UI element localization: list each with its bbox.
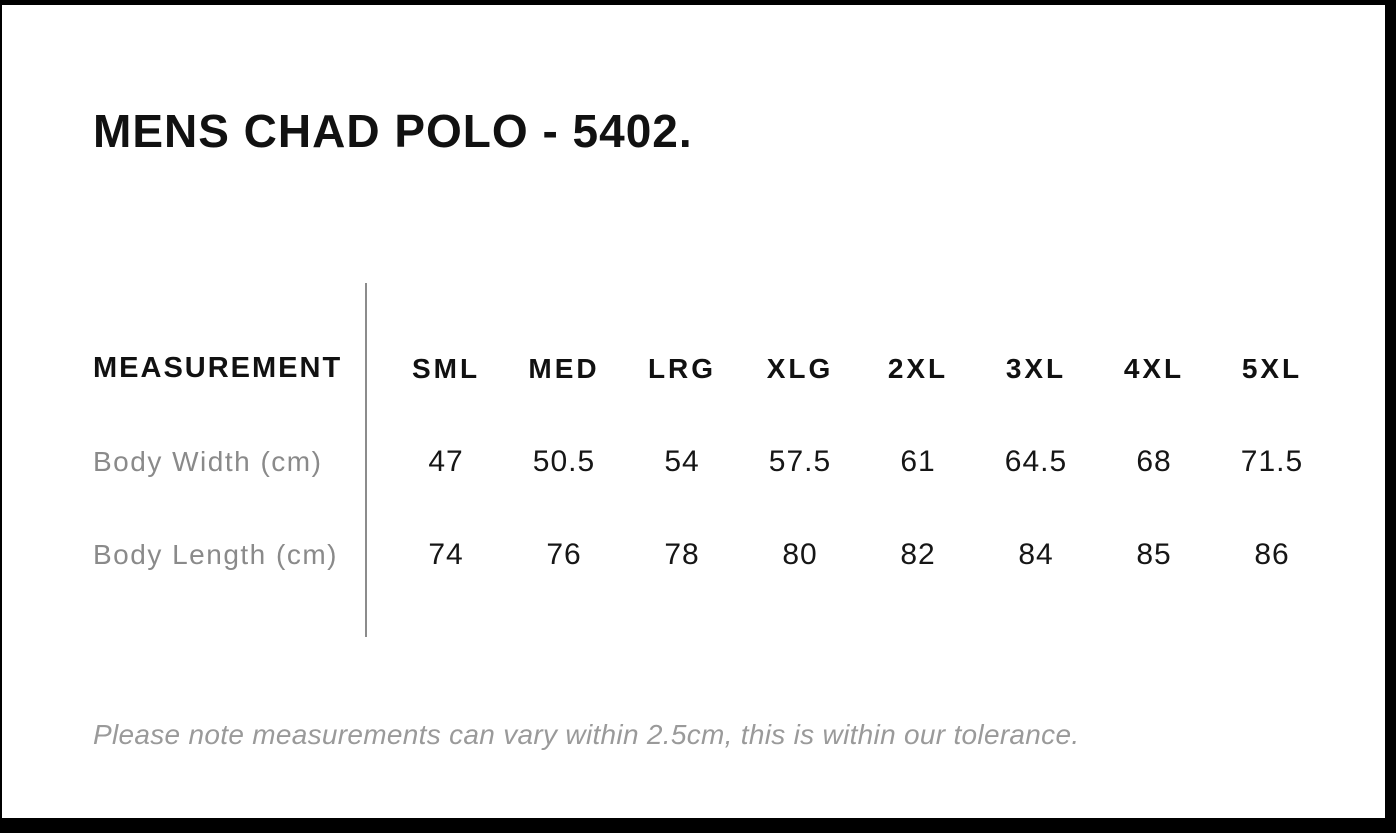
size-column-header-med: MED: [528, 352, 600, 384]
size-column-header-2xl: 2XL: [887, 352, 949, 384]
body-width-value-5xl: 71.5: [1240, 444, 1304, 478]
body-width-value-xlg: 57.5: [768, 444, 832, 478]
body-width-value-lrg: 54: [664, 444, 700, 478]
body-length-value-med: 76: [546, 537, 582, 571]
size-column-header-4xl: 4XL: [1123, 352, 1185, 384]
size-column-header-3xl: 3XL: [1005, 352, 1067, 384]
body-length-value-sml: 74: [428, 537, 464, 571]
page-title: MENS CHAD POLO - 5402.: [93, 105, 693, 157]
tolerance-note: Please note measurements can vary within 2.5cm, this is within our tolerance.: [93, 719, 1080, 750]
size-column-header-xlg: XLG: [766, 352, 834, 384]
measurement-column-header: MEASUREMENT: [93, 352, 343, 384]
size-chart-table: [93, 322, 1331, 601]
body-length-value-3xl: 84: [1018, 537, 1054, 571]
body-length-value-4xl: 85: [1136, 537, 1172, 571]
body-width-value-4xl: 68: [1136, 444, 1172, 478]
body-width-value-med: 50.5: [532, 444, 596, 478]
body-length-row-label: Body Length (cm): [93, 538, 338, 570]
size-column-header-5xl: 5XL: [1241, 352, 1303, 384]
body-length-value-lrg: 78: [664, 537, 700, 571]
body-width-value-sml: 47: [428, 444, 464, 478]
body-length-value-5xl: 86: [1254, 537, 1290, 571]
size-column-header-sml: SML: [411, 352, 481, 384]
body-width-value-3xl: 64.5: [1004, 444, 1068, 478]
body-length-value-2xl: 82: [900, 537, 936, 571]
body-width-row-label: Body Width (cm): [93, 445, 323, 477]
size-column-header-lrg: LRG: [647, 352, 717, 384]
body-width-value-2xl: 61: [900, 444, 936, 478]
body-length-value-xlg: 80: [782, 537, 818, 571]
